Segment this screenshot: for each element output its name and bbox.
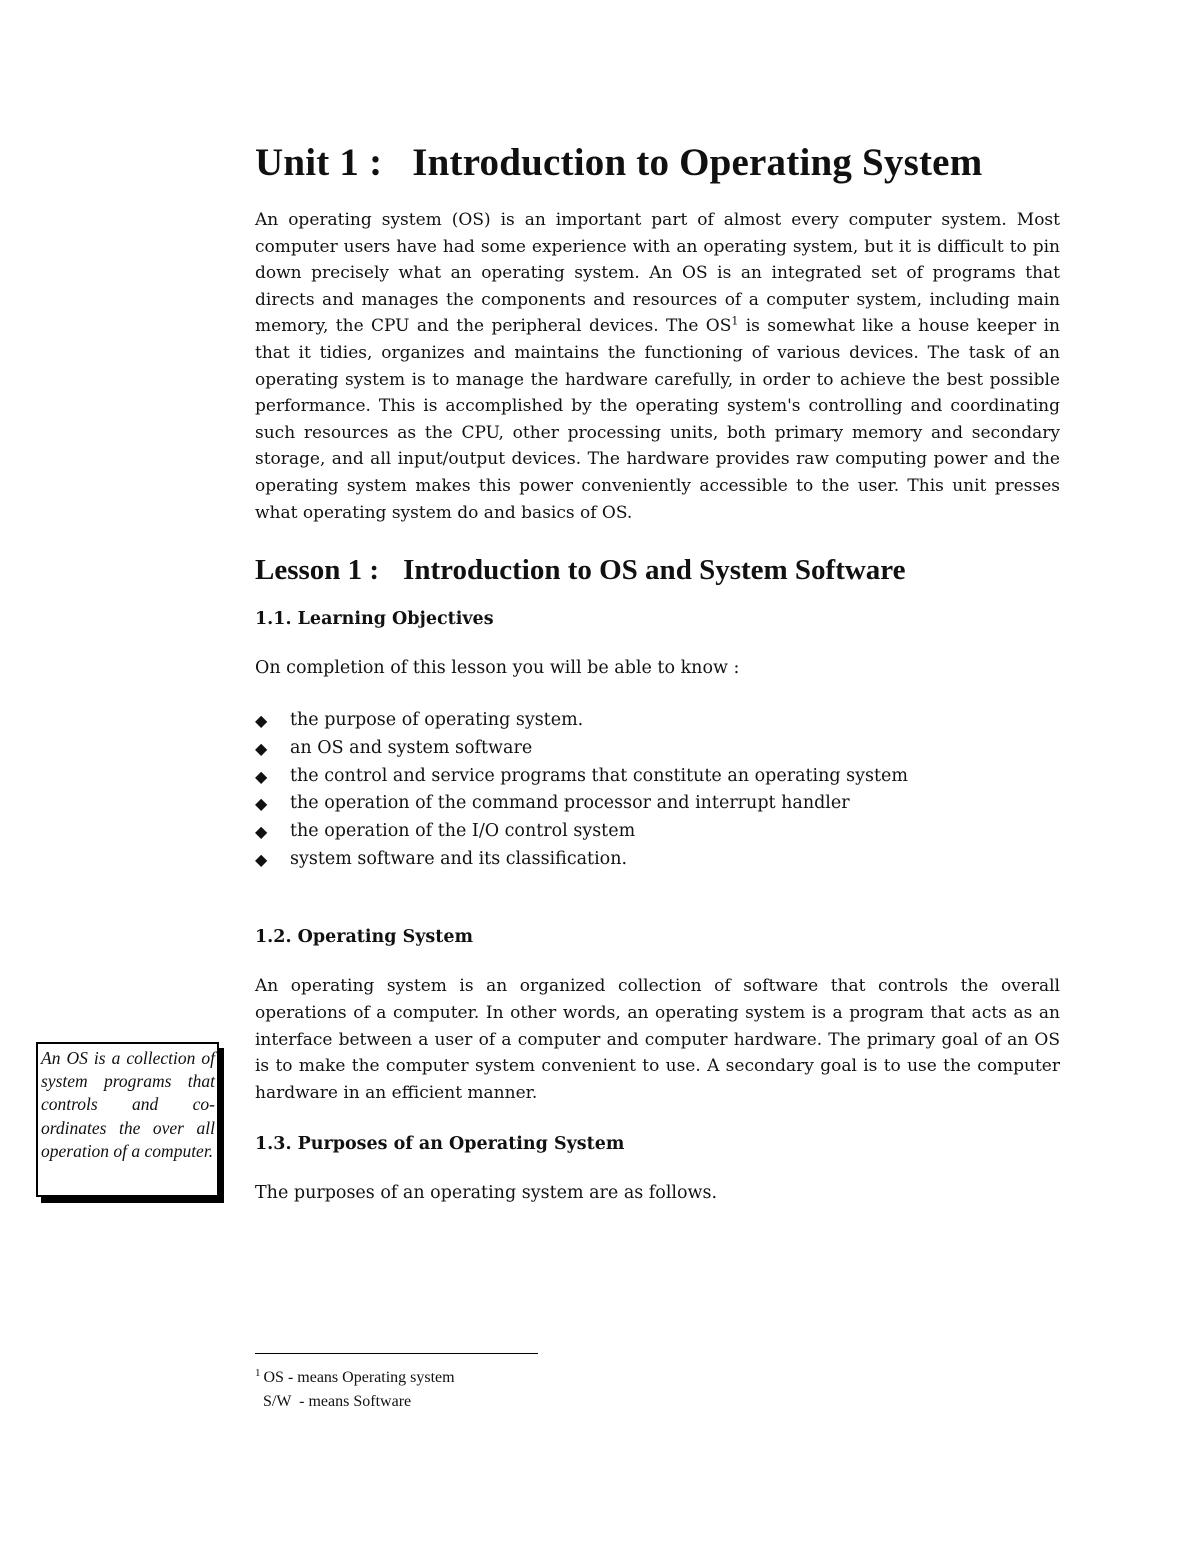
objectives-lead: On completion of this lesson you will be able to know :	[255, 658, 740, 679]
list-item-text: the operation of the command processor and interrupt handler	[290, 793, 850, 814]
footnote-line-1	[255, 1366, 455, 1390]
intro-text-part2: is somewhat like a house keeper in that it tidies, organizes and maintains the functioning of various devices. The task of an operating system is to manage the hardware carefully, in order to achieve the best possible performance. This is accomplished by the operating system's controlling and coordinating such resources as the CPU, other processing units, both primary memory and secondary storage, and all input/output devices. The hardware provides raw computing power and the operating system makes this power conveniently accessible to the user. This unit presses what operating system do and basics of OS.	[255, 316, 1060, 523]
footnote-text-1: OS - means Operating system	[263, 1369, 455, 1386]
intro-text-part1: An operating system (OS) is an important part of almost every computer system. Most computer users have had some experience with an operating system, but it is difficult to pin down precisely what an operating system. An OS is an integrated set of programs that directs and manages the components and resources of a computer system, including main memory, the CPU and the peripheral devices. The OS	[255, 210, 1060, 337]
list-item-text: the operation of the I/O control system	[290, 820, 636, 841]
os-paragraph: An operating system is an organized collection of software that controls the overall operations of a computer. In other words, an operating system is a program that acts as an interface between a user of a computer and computer hardware. The primary goal of an OS is to make the computer system convenient to use. A secondary goal is to use the computer hardware in an efficient manner.	[255, 976, 1060, 1103]
footnote-reference: 1	[731, 314, 739, 328]
objectives-list	[255, 707, 1060, 873]
list-item-text: the purpose of operating system.	[290, 710, 584, 731]
diamond-bullet-icon: ◆	[255, 821, 268, 841]
list-item	[255, 790, 1060, 818]
margin-note-text: An OS is a collection of system programs that controls and co-ordinates the over all operation of a computer.	[41, 1048, 215, 1161]
footnote-text-2: S/W - means Software	[263, 1393, 412, 1410]
unit-title	[255, 140, 1060, 185]
list-item	[255, 818, 1060, 846]
page-content	[255, 140, 1060, 1232]
diamond-bullet-icon: ◆	[255, 738, 268, 758]
footnotes	[255, 1366, 455, 1414]
intro-paragraph	[255, 207, 1060, 526]
lesson-title	[255, 554, 1060, 587]
footnote-line-2	[255, 1390, 455, 1414]
footnote-divider	[255, 1353, 538, 1354]
footnote-number: 1	[255, 1366, 261, 1379]
diamond-bullet-icon: ◆	[255, 711, 268, 731]
list-item-text: the control and service programs that constitute an operating system	[290, 765, 909, 786]
diamond-bullet-icon: ◆	[255, 794, 268, 814]
section-heading-objectives: 1.1. Learning Objectives	[255, 609, 494, 630]
diamond-bullet-icon: ◆	[255, 766, 268, 786]
lesson-title-text: Introduction to OS and System Software	[403, 554, 906, 587]
list-item	[255, 735, 1060, 763]
unit-number: Unit 1 :	[255, 141, 383, 184]
list-item-text: system software and its classification.	[290, 848, 628, 869]
unit-title-text: Introduction to Operating System	[412, 141, 983, 184]
section-heading-purposes: 1.3. Purposes of an Operating System	[255, 1134, 625, 1155]
section-heading-operating-system: 1.2. Operating System	[255, 927, 473, 948]
lesson-number: Lesson 1 :	[255, 554, 380, 587]
list-item-text: an OS and system software	[290, 737, 533, 758]
purposes-paragraph: The purposes of an operating system are as follows.	[255, 1183, 718, 1204]
diamond-bullet-icon: ◆	[255, 849, 268, 869]
list-item	[255, 846, 1060, 874]
list-item	[255, 763, 1060, 791]
list-item	[255, 707, 1060, 735]
margin-note-box	[36, 1042, 219, 1197]
